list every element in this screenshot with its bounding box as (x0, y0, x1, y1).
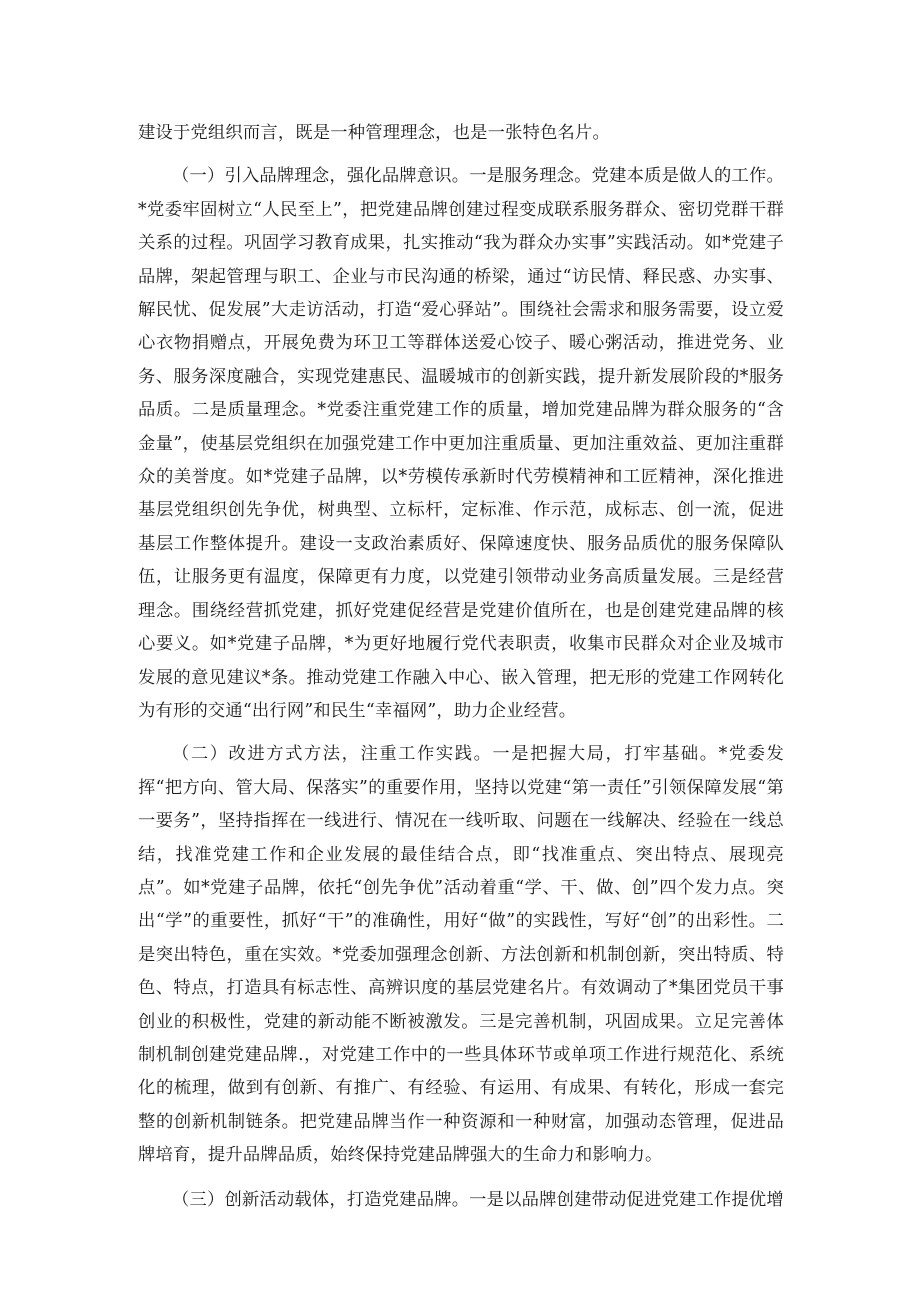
paragraph-section-1-brand-concept: （一）引入品牌理念，强化品牌意识。一是服务理念。党建本质是做人的工作。*党委牢固树立“人民至上”，把党建品牌创建过程变成联系服务群众、密切党群干群关系的过程。巩固学习教育成果，扎实推动“我为群众办实事”实践活动。如*党建子品牌，架起管理与职工、企业与市民沟通的桥梁，通过“访民情、释民惑、办实事、解民忧、促发展”大走访活动，打造“爱心驿站”。围绕社会需求和服务需要，设立爱心衣物捐赠点，开展免费为环卫工等群体送爱心饺子、暖心粥活动，推进党务、业务、服务深度融合，实现党建惠民、温暖城市的创新实践，提升新发展阶段的*服务品质。二是质量理念。*党委注重党建工作的质量，增加党建品牌为群众服务的“含金量”，使基层党组织在加强党建工作中更加注重质量、更加注重效益、更加注重群众的美誉度。如*党建子品牌，以*劳模传承新时代劳模精神和工匠精神，深化推进基层党组织创先争优，树典型、立标杆，定标准、作示范，成标志、创一流，促进基层工作整体提升。建设一支政治素质好、保障速度快、服务品质优的服务保障队伍，让服务更有温度，保障更有力度，以党建引领带动业务高质量发展。三是经营理念。围绕经营抓党建，抓好党建促经营是党建价值所在，也是创建党建品牌的核心要义。如*党建子品牌，*为更好地履行党代表职责，收集市民群众对企业及城市发展的意见建议*条。推动党建工作融入中心、嵌入管理，把无形的党建工作网转化为有形的交通“出行网”和民生“幸福网”，助力企业经营。 (138, 166, 784, 721)
paragraph-intro-continuation: 建设于党组织而言，既是一种管理理念，也是一张特色名片。 (138, 123, 610, 143)
paragraph-section-2-work-methods: （二）改进方式方法，注重工作实践。一是把握大局，打牢基础。*党委发挥“把方向、管大局、保落实”的重要作用，坚持以党建“第一责任”引领保障发展“第一要务”，坚持指挥在一线进行、情况在一线听取、问题在一线解决、经验在一线总结，找准党建工作和企业发展的最佳结合点，即“找准重点、突出特点、展现亮点”。如*党建子品牌，依托“创先争优”活动着重“学、干、做、创”四个发力点。突出“学”的重要性，抓好“干”的准确性，用好“做”的实践性，写好“创”的出彩性。二是突出特色，重在实效。*党委加强理念创新、方法创新和机制创新，突出特质、特色、特点，打造具有标志性、高辨识度的基层党建名片。有效调动了*集团党员干事创业的积极性，党建的新动能不断被激发。三是完善机制，巩固成果。立足完善体制机制创建党建品牌.，对党建工作中的一些具体环节或单项工作进行规范化、系统化的梳理，做到有创新、有推广、有经验、有运用、有成果、有转化，形成一套完整的创新机制链条。把党建品牌当作一种资源和一种财富，加强动态管理，促进品牌培育，提升品牌品质，始终保持党建品牌强大的生命力和影响力。 (138, 744, 784, 1166)
paragraph-section-3-activity-carrier: （三）创新活动载体，打造党建品牌。一是以品牌创建带动促进党建工作提优增 (172, 1189, 784, 1210)
document-body (138, 117, 784, 1217)
